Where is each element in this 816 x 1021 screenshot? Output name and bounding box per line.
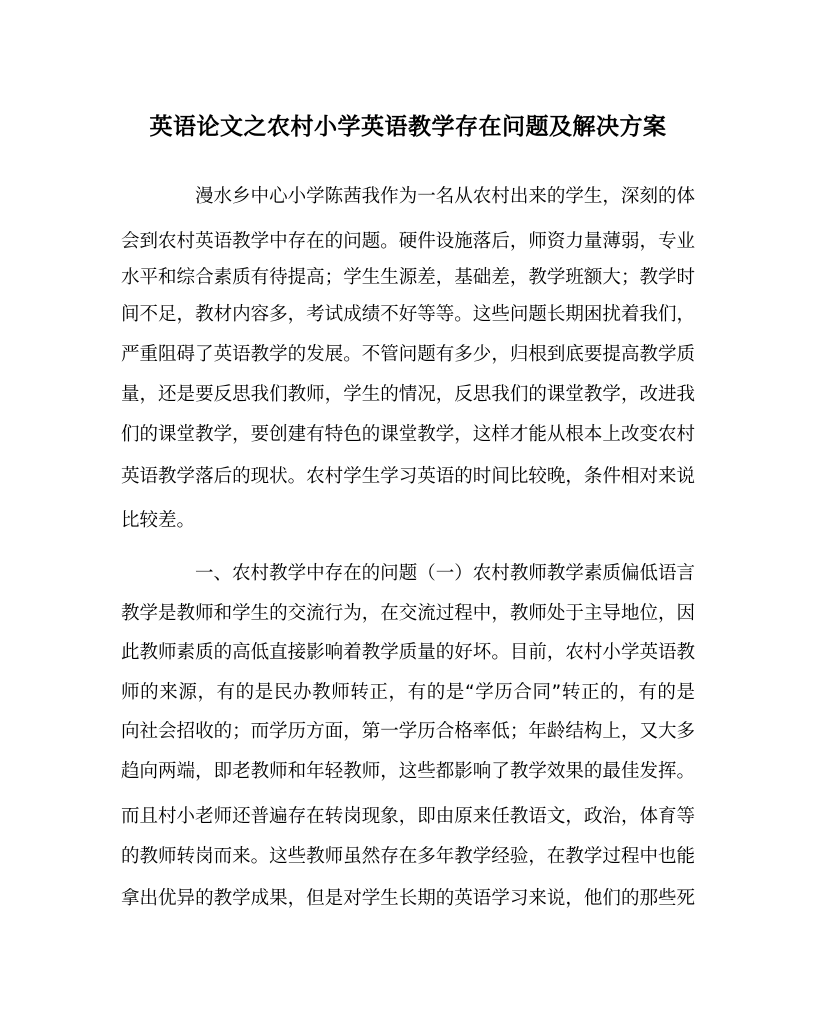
- paragraph-2-line-9: 拿出优异的教学成果，但是对学生长期的英语学习来说，他们的那些死: [121, 888, 695, 909]
- paragraph-2-line-7: 而且村小老师还普遍存在转岗现象，即由原来任教语文，政治，体育等: [121, 806, 695, 827]
- paragraph-1-line-4: 间不足，教材内容多，考试成绩不好等等。这些问题长期困扰着我们，: [121, 304, 695, 325]
- paragraph-1-line-9: 比较差。: [121, 510, 196, 531]
- paragraph-2-line-3: 此教师素质的高低直接影响着教学质量的好坏。目前，农村小学英语教: [121, 642, 695, 663]
- paragraph-2-line-8: 的教师转岗而来。这些教师虽然存在多年教学经验，在教学过程中也能: [121, 846, 695, 867]
- paragraph-1-line-5: 严重阻碍了英语教学的发展。不管问题有多少，归根到底要提高教学质: [121, 344, 695, 365]
- paragraph-1-line-2: 会到农村英语教学中存在的问题。硬件设施落后，师资力量薄弱，专业: [121, 231, 695, 252]
- paragraph-1-line-6: 量，还是要反思我们教师，学生的情况，反思我们的课堂教学，改进我: [121, 384, 695, 405]
- document-title: 英语论文之农村小学英语教学存在问题及解决方案: [149, 113, 667, 140]
- paragraph-2-line-4: 师的来源，有的是民办教师转正，有的是“学历合同”转正的，有的是: [121, 682, 695, 703]
- paragraph-1-line-3: 水平和综合素质有待提高；学生生源差，基础差，教学班额大；教学时: [121, 267, 695, 288]
- paragraph-2-line-5: 向社会招收的；而学历方面，第一学历合格率低；年龄结构上，又大多: [121, 721, 695, 742]
- paragraph-2-line-6: 趋向两端，即老教师和年轻教师，这些都影响了教学效果的最佳发挥。: [121, 761, 695, 782]
- paragraph-1-line-1: 漫水乡中心小学陈茜我作为一名从农村出来的学生，深刻的体: [195, 186, 695, 207]
- paragraph-2-line-1: 一、农村教学中存在的问题（一）农村教师教学素质偏低语言: [195, 563, 695, 584]
- paragraph-1-line-7: 们的课堂教学，要创建有特色的课堂教学，这样才能从根本上改变农村: [121, 424, 695, 445]
- paragraph-1-line-8: 英语教学落后的现状。农村学生学习英语的时间比较晚，条件相对来说: [121, 466, 695, 487]
- paragraph-2-line-2: 教学是教师和学生的交流行为，在交流过程中，教师处于主导地位，因: [121, 603, 695, 624]
